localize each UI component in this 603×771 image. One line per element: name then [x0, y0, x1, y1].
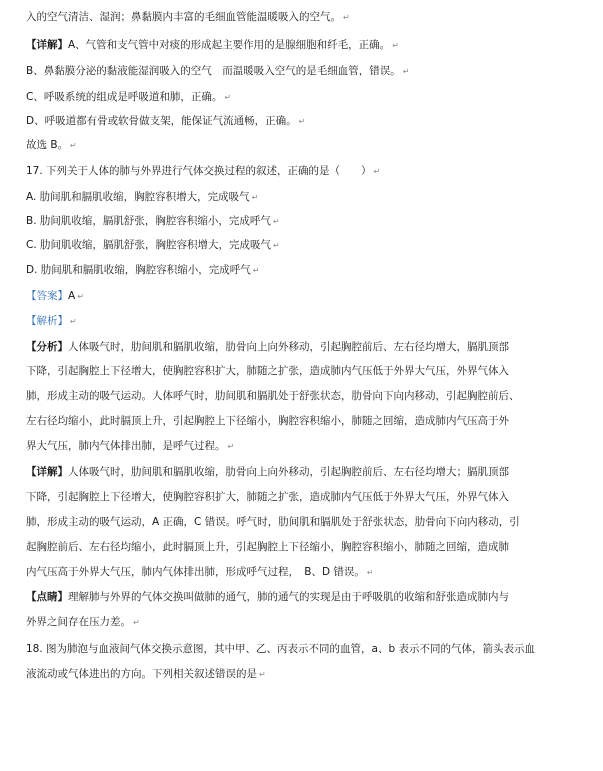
text-line: [26, 64, 586, 79]
paragraph-mark-icon: ↵: [272, 217, 280, 226]
analysis-heading: [26, 314, 586, 329]
paragraph-mark-icon: ↵: [259, 670, 266, 679]
line-text: 下降，引起胸腔上下径增大，使胸腔容积扩大，肺随之扩张，造成肺内气压低于外界大气压，外界气体入: [26, 365, 509, 377]
paragraph-mark-icon: ↵: [373, 167, 381, 176]
line-text: A、气管和支气管中对痰的形成起主要作用的是腺细胞和纤毛，正确。: [68, 39, 391, 51]
line-text: A. 肋间肌和膈肌收缩，胸腔容积增大，完成吸气: [26, 191, 250, 203]
text-line: [26, 38, 586, 53]
paragraph-mark-icon: ↵: [77, 292, 84, 301]
line-text: 起胸腔前后、左右径均缩小，此时膈顶上升，引起胸腔上下径缩小，胸腔容积缩小，肺随之回缩，造成肺: [26, 541, 509, 553]
paragraph-mark-icon: ↵: [402, 67, 410, 76]
paragraph-mark-icon: ↵: [273, 241, 280, 250]
text-line: [26, 90, 586, 105]
text-line: [26, 565, 586, 580]
paragraph-mark-icon: ↵: [251, 193, 259, 202]
line-text: D. 肋间肌和膈肌收缩，胸腔容积缩小，完成呼气: [26, 264, 251, 276]
text-line: [26, 138, 586, 153]
question-18-title: [26, 642, 586, 656]
line-text: 外界之间存在压力差。: [26, 616, 131, 628]
line-text: 入的空气清洁、湿润；鼻黏膜内丰富的毛细血管能温暖吸入的空气。: [26, 11, 341, 23]
line-text: 液流动或气体进出的方向。下列相关叙述错误的是: [26, 668, 257, 680]
text-line: [26, 114, 586, 129]
paragraph-mark-icon: ↵: [392, 41, 399, 50]
text-line: [26, 364, 586, 378]
section-tag-answer: 【答案】: [26, 290, 68, 302]
answer-line: [26, 289, 586, 304]
section-tag-analysis-detail: 【分析】: [26, 341, 68, 353]
line-text: 故选 B。: [26, 139, 69, 151]
section-tag-analysis: 【解析】: [26, 315, 68, 327]
line-text: 界大气压，肺内气体排出肺，是呼气过程。: [26, 440, 226, 452]
option-a: [26, 190, 586, 205]
line-text: B. 肋间肌收缩，膈肌舒张，胸腔容积缩小，完成呼气: [26, 215, 271, 227]
line-text: 内气压高于外界大气压，肺内气体排出肺，形成呼气过程， B、D 错误。: [26, 566, 365, 578]
line-text: 肺，形成主动的吸气运动，A 正确，C 错误。呼气时，肋间肌和膈肌处于舒张状态，肋骨向下向内移动，引: [26, 516, 520, 528]
line-text: 左右径均缩小，此时膈顶上升，引起胸腔上下径缩小，胸腔容积缩小，肺随之回缩，造成肺内气压高于外: [26, 415, 509, 427]
line-text: 下降，引起胸腔上下径增大，使胸腔容积扩大，肺随之扩张，造成肺内气压低于外界大气压，外界气体入: [26, 491, 509, 503]
line-text: 肺，形成主动的吸气运动。人体呼气时，肋间肌和膈肌处于舒张状态，肋骨向下向内移动，引起胸腔前后、: [26, 390, 520, 402]
text-line: [26, 340, 586, 354]
text-line: [26, 615, 586, 630]
paragraph-mark-icon: ↵: [70, 317, 77, 326]
question-17-title: [26, 164, 586, 179]
paragraph-mark-icon: ↵: [298, 117, 306, 126]
text-line: [26, 439, 586, 454]
option-b: [26, 214, 586, 229]
section-tag-detail: 【详解】: [26, 466, 68, 478]
line-text: 18. 图为肺泡与血液间气体交换示意图，其中甲、乙、丙表示不同的血管，a、b 表示不同的气体，箭头表示血: [26, 643, 535, 655]
line-text: 人体吸气时，肋间肌和膈肌收缩，肋骨向上向外移动，引起胸腔前后、左右径均增大；膈肌顶部: [68, 466, 509, 478]
line-text: C、呼吸系统的组成是呼吸道和肺，正确。: [26, 91, 223, 103]
line-text: 理解肺与外界的气体交换叫做肺的通气，肺的通气的实现是由于呼吸肌的收缩和舒张造成肺内与: [68, 591, 509, 603]
paragraph-mark-icon: ↵: [252, 266, 260, 275]
section-tag-detail: 【详解】: [26, 39, 68, 51]
text-line: [26, 590, 586, 604]
option-d: [26, 263, 586, 278]
text-line: [26, 465, 586, 479]
line-text: 17. 下列关于人体的肺与外界进行气体交换过程的叙述，正确的是（ ）: [26, 165, 372, 177]
line-text: B、鼻黏膜分泌的黏液能湿润吸入的空气 而温暖吸入空气的是毛细血管，错误。: [26, 65, 401, 77]
line-text: D、呼吸道都有骨或软骨做支架，能保证气流通畅，正确。: [26, 115, 297, 127]
answer-value: A: [68, 290, 76, 302]
text-line: [26, 414, 586, 428]
paragraph-mark-icon: ↵: [133, 618, 140, 627]
line-text: 人体吸气时，肋间肌和膈肌收缩，肋骨向上向外移动，引起胸腔前后、左右径均增大，膈肌顶部: [68, 341, 509, 353]
paragraph-mark-icon: ↵: [366, 568, 374, 577]
text-line: [26, 515, 586, 529]
section-tag-tip: 【点睛】: [26, 591, 68, 603]
text-line: [26, 540, 586, 554]
text-line: [26, 667, 586, 682]
text-line: [26, 389, 586, 403]
option-c: [26, 238, 586, 253]
text-line: [26, 10, 586, 25]
paragraph-mark-icon: ↵: [224, 93, 232, 102]
text-line: [26, 490, 586, 504]
paragraph-mark-icon: ↵: [343, 13, 350, 22]
paragraph-mark-icon: ↵: [227, 442, 235, 451]
paragraph-mark-icon: ↵: [70, 141, 77, 150]
line-text: C. 肋间肌收缩，膈肌舒张，胸腔容积增大，完成吸气: [26, 239, 272, 251]
